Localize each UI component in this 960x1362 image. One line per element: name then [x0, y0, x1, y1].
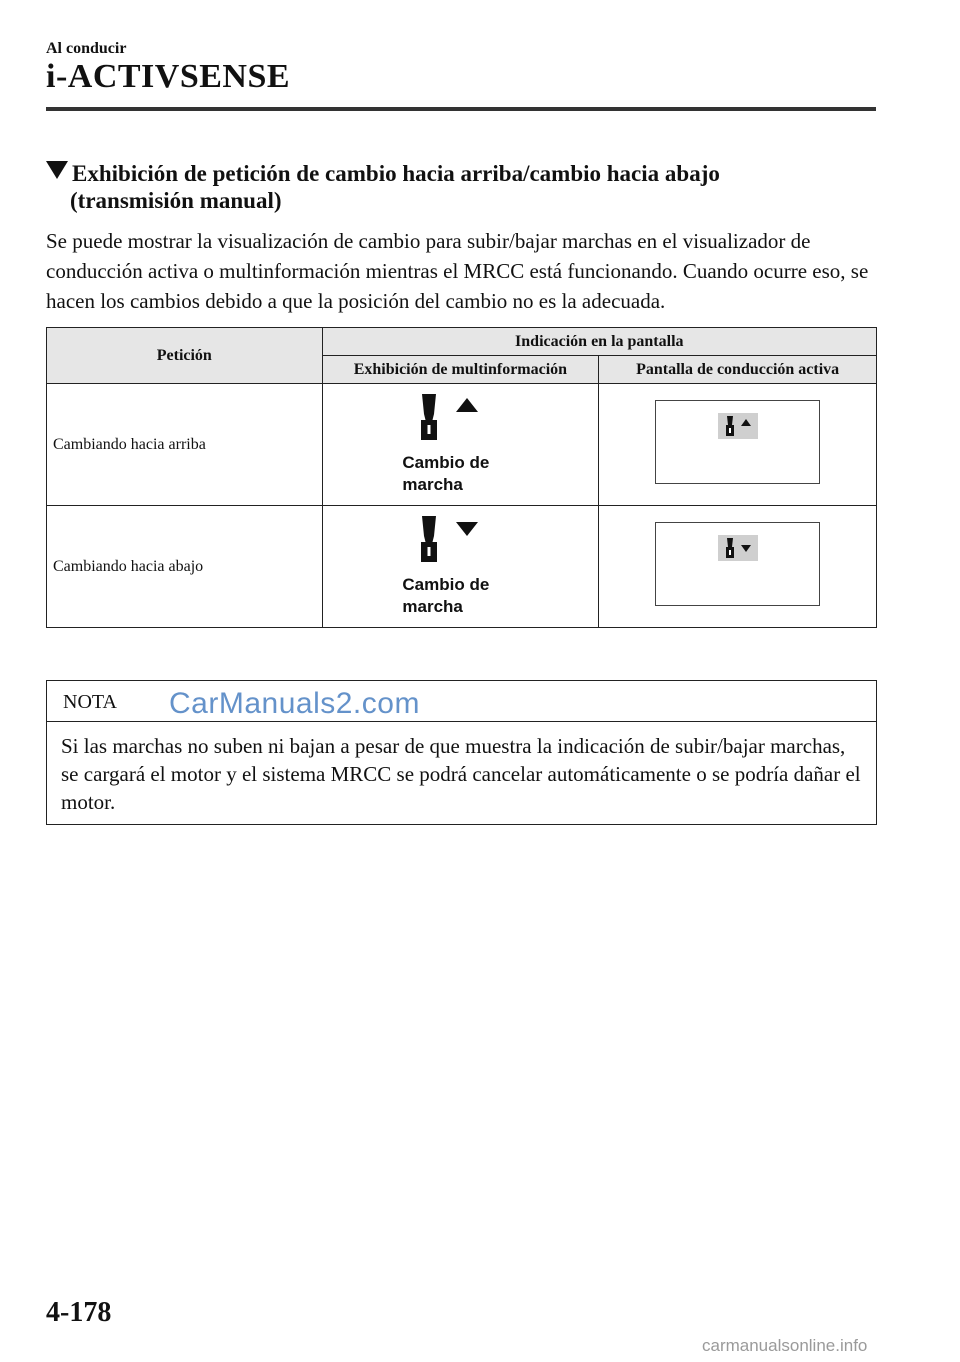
- header-request: Petición: [47, 328, 323, 384]
- note-body: Si las marchas no suben ni bajan a pesar de que muestra la indicación de subir/bajar marchas, se cargará el motor y el sistema MRCC se podrá cancelar automáticamente o se podría dañar el motor.: [61, 734, 861, 814]
- header-multi-info: Exhibición de multinformación: [322, 356, 599, 384]
- shift-request-table: [46, 327, 877, 628]
- active-display-cell: [599, 384, 877, 506]
- header-display-group: Indicación en la pantalla: [322, 328, 876, 356]
- heading-line-1: Exhibición de petición de cambio hacia arriba/cambio hacia abajo: [72, 161, 720, 186]
- heading-triangle-icon: [46, 161, 68, 179]
- note-header: [47, 681, 876, 722]
- multi-info-display: [400, 392, 520, 492]
- gear-shift-up-small-icon: [718, 413, 758, 439]
- shift-label-line-2: marcha: [402, 475, 463, 494]
- shift-label-line-1: Cambio de: [402, 575, 490, 594]
- section-label: Al conducir: [46, 40, 127, 57]
- heading-line-2: (transmisión manual): [70, 188, 282, 213]
- gear-shift-down-icon: [412, 514, 482, 564]
- multi-info-cell: [322, 384, 599, 506]
- section-heading: [46, 160, 876, 214]
- active-shift-indicator: [718, 413, 758, 439]
- active-display-screen: [655, 522, 820, 606]
- table-row: [47, 506, 877, 628]
- intro-paragraph: Se puede mostrar la visualización de cambio para subir/bajar marchas en el visualizador de conducción activa o multinformación mientras el MRCC está funcionando. Cuando ocurre eso, se hacen los cambios debido a que la posición del cambio no es la adecuada.: [46, 229, 869, 313]
- active-shift-indicator: [718, 535, 758, 561]
- header-active-display: Pantalla de conducción activa: [599, 356, 877, 384]
- shift-label: [402, 574, 489, 618]
- note-box: [46, 680, 877, 825]
- active-display-cell: [599, 506, 877, 628]
- watermark: CarManuals2.com: [169, 687, 420, 720]
- gear-shift-down-small-icon: [718, 535, 758, 561]
- shift-label: [402, 452, 489, 496]
- row-label: Cambiando hacia arriba: [47, 384, 323, 506]
- note-title: NOTA: [63, 691, 117, 713]
- table-row: [47, 384, 877, 506]
- footer-url: carmanualsonline.info: [702, 1336, 868, 1355]
- title-rule: [46, 107, 876, 111]
- multi-info-cell: [322, 506, 599, 628]
- shift-label-line-2: marcha: [402, 597, 463, 616]
- gear-shift-up-icon: [412, 392, 482, 442]
- multi-info-display: [400, 514, 520, 614]
- page-number: 4-178: [46, 1297, 112, 1328]
- active-display-screen: [655, 400, 820, 484]
- row-label: Cambiando hacia abajo: [47, 506, 323, 628]
- shift-label-line-1: Cambio de: [402, 453, 490, 472]
- page-title: i-ACTIVSENSE: [46, 58, 291, 95]
